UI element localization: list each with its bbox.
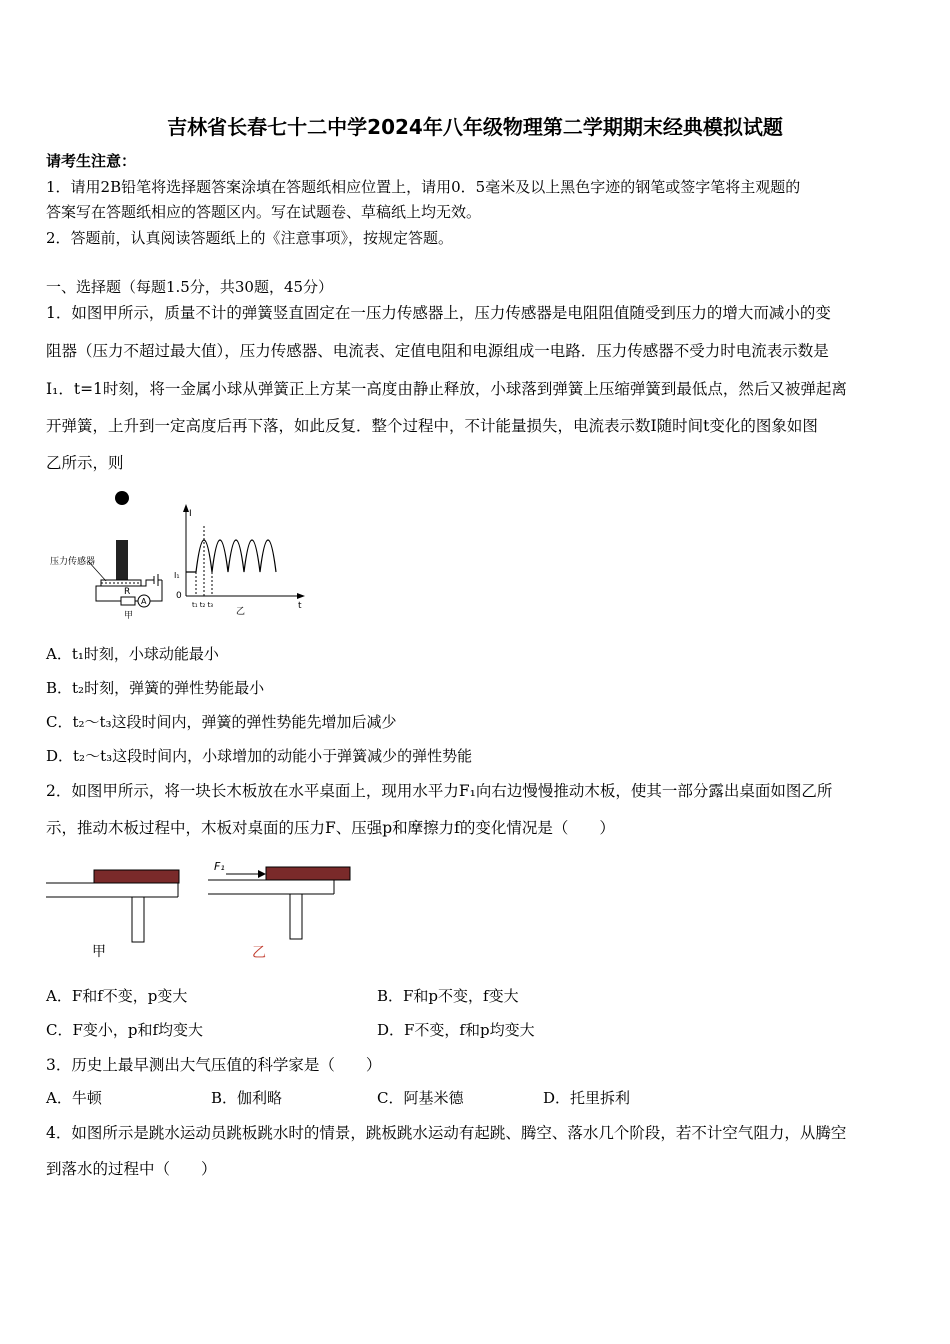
q2-line-2: 示，推动木板过程中，木板对桌面的压力F、压强p和摩擦力f的变化情况是（ ） <box>46 819 615 837</box>
notice-line-1: 1．请用2B铅笔将选择题答案涂填在答题纸相应位置上，请用0．5毫米及以上黑色字迹的钢笔或签字笔将主观题的 <box>46 178 801 196</box>
current-curve <box>186 540 276 572</box>
q1-line-4: 开弹簧，上升到一定高度后再下落，如此反复．整个过程中，不计能量损失，电流表示数I随时间t变化的图象如图 <box>46 417 818 435</box>
q3-option-b: B．伽利略 <box>211 1089 283 1107</box>
q1-line-5: 乙所示，则 <box>46 454 124 472</box>
q2-line-1: 2．如图甲所示，将一块长木板放在水平桌面上，现用水平力F₁向右边慢慢推动木板，使其一部分露出桌面如图乙所 <box>46 782 833 800</box>
sensor-label: 压力传感器 <box>50 557 96 567</box>
axis-i-label: I <box>189 509 192 519</box>
notice-heading: 请考生注意： <box>46 152 137 170</box>
ball-icon <box>115 491 129 505</box>
q1-line-3: I₁．t=1时刻，将一金属小球从弹簧正上方某一高度由静止释放，小球落到弹簧上压缩弹簧到最低点，然后又被弹起离 <box>46 380 847 398</box>
q2-option-d: D．F不变，f和p均变大 <box>377 1021 535 1039</box>
q3-option-d: D．托里拆利 <box>543 1089 631 1107</box>
q1-line-2: 阻器（压力不超过最大值），压力传感器、电流表、定值电阻和电源组成一电路．压力传感器不受力时电流表示数是 <box>46 342 829 360</box>
q1-option-d: D．t₂～t₃这段时间内，小球增加的动能小于弹簧减少的弹性势能 <box>46 747 473 765</box>
q1-option-a: A．t₁时刻，小球动能最小 <box>46 645 219 663</box>
fig-yi-label: 乙 <box>252 945 266 961</box>
q3-option-c: C．阿基米德 <box>377 1089 464 1107</box>
q1-line-1: 1．如图甲所示，质量不计的弹簧竖直固定在一压力传感器上，压力传感器是电阻阻值随受到压力的增大而减小的变 <box>46 304 831 322</box>
fig-jia-label: 甲 <box>92 944 106 960</box>
q3-option-a: A．牛顿 <box>46 1089 102 1107</box>
q4-line-1: 4．如图所示是跳水运动员跳板跳水时的情景，跳板跳水运动有起跳、腾空、落水几个阶段，若不计空气阻力，从腾空 <box>46 1124 847 1142</box>
q1-option-c: C．t₂～t₃这段时间内，弹簧的弹性势能先增加后减少 <box>46 713 397 731</box>
board-jia <box>94 870 179 883</box>
q4-line-2: 到落水的过程中（ ） <box>46 1160 217 1178</box>
q1-option-b: B．t₂时刻，弹簧的弹性势能最小 <box>46 679 265 697</box>
q2-option-b: B．F和p不变，f变大 <box>377 987 519 1005</box>
notice-line-3: 2．答题前，认真阅读答题纸上的《注意事项》，按规定答题。 <box>46 229 454 247</box>
table-leg-yi <box>290 894 302 939</box>
exam-title: 吉林省长春七十二中学2024年八年级物理第二学期期末经典模拟试题 <box>167 115 783 139</box>
i1-label: I₁ <box>174 571 180 580</box>
spring-icon <box>116 540 128 580</box>
t-labels: t₁ t₂ t₃ <box>192 601 214 609</box>
table-leg-jia <box>132 897 144 942</box>
force-label: F₁ <box>214 860 225 873</box>
r-label: R <box>124 587 131 597</box>
yi-label: 乙 <box>236 607 246 617</box>
origin-label: 0 <box>176 591 182 601</box>
q2-option-c: C．F变小，p和f均变大 <box>46 1021 204 1039</box>
q2-option-a: A．F和f不变，p变大 <box>46 987 188 1005</box>
axis-t-label: t <box>298 601 302 611</box>
section-heading: 一、选择题（每题1.5分，共30题，45分） <box>46 278 334 296</box>
q2-figure <box>46 856 366 966</box>
q1-figure <box>46 486 311 621</box>
q3-line: 3．历史上最早测出大气压值的科学家是（ ） <box>46 1056 382 1074</box>
board-yi <box>266 867 350 880</box>
a-label: A <box>141 597 147 606</box>
notice-line-2: 答案写在答题纸相应的答题区内。写在试题卷、草稿纸上均无效。 <box>46 203 482 221</box>
jia-label: 甲 <box>124 611 134 621</box>
